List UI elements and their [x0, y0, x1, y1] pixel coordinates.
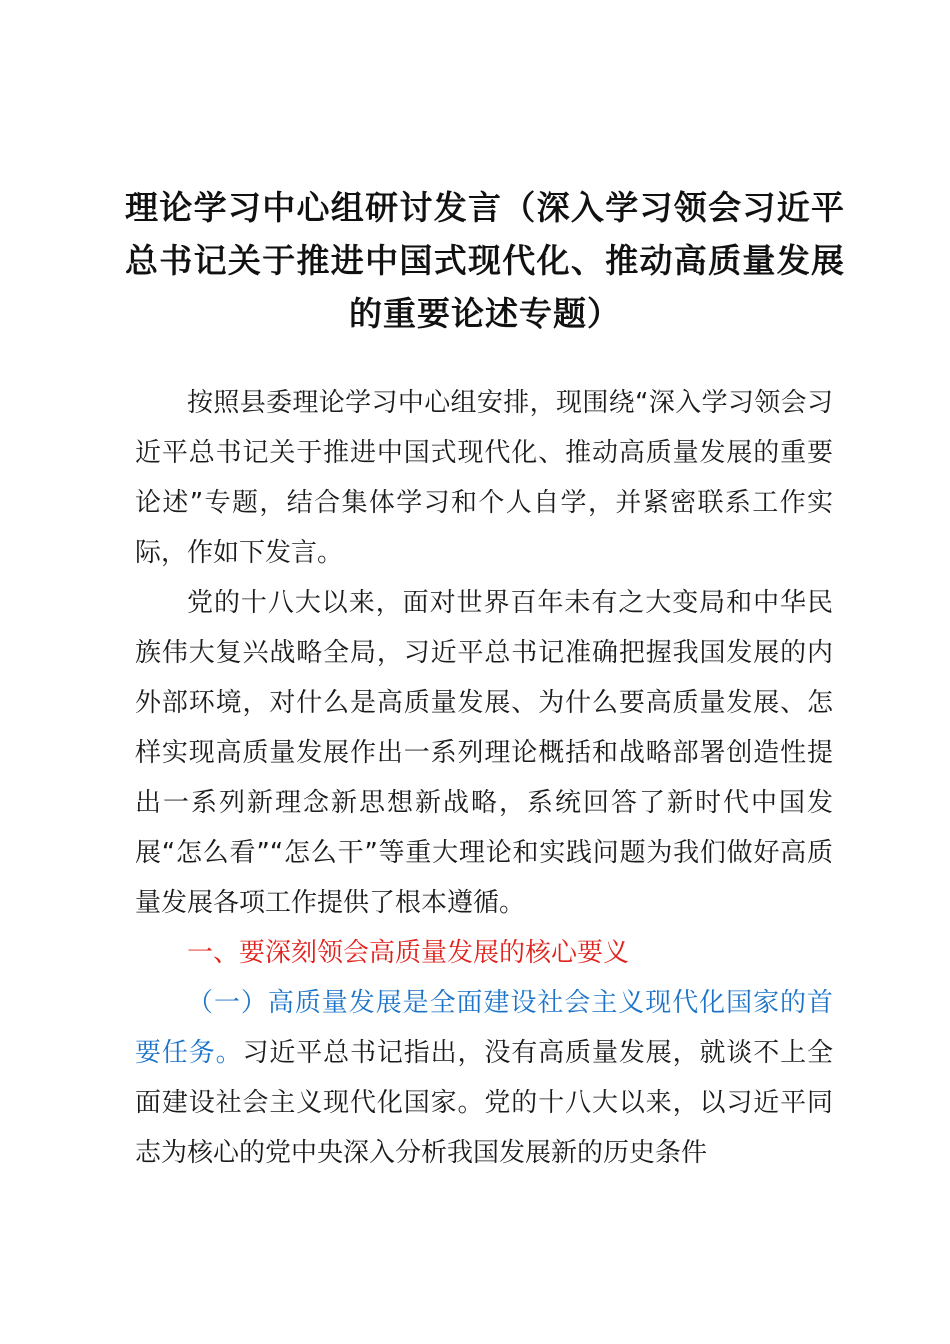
subsection-text: 习近平总书记指出，没有高质量发展，就谈不上全面建设社会主义现代化国家。党的十八大以来，以习近平同志为核心的党中央深入分析我国发展新的历史条件: [135, 1038, 833, 1168]
section-heading: 一、要深刻领会高质量发展的核心要义: [187, 938, 630, 968]
document-body: [135, 378, 833, 1178]
subsection-paragraph: [135, 978, 833, 1178]
document-title: 理论学习中心组研讨发言（深入学习领会习近平总书记关于推进中国式现代化、推动高质量发展的重要论述专题）: [125, 188, 845, 333]
subsection-heading: （一）高质量发展是全面建设社会主义现代化国家的首要任务。: [135, 988, 833, 1068]
background-paragraph: 党的十八大以来，面对世界百年未有之大变局和中华民族伟大复兴战略全局，习近平总书记准确把握我国发展的内外部环境，对什么是高质量发展、为什么要高质量发展、怎样实现高质量发展作出一系列理论概括和战略部署创造性提出一系列新理念新思想新战略，系统回答了新时代中国发展“怎么看”“怎么干”等重大理论和实践问题为我们做好高质量发展各项工作提供了根本遵循。: [135, 588, 833, 918]
intro-paragraph: 按照县委理论学习中心组安排，现围绕“深入学习领会习近平总书记关于推进中国式现代化、推动高质量发展的重要论述”专题，结合集体学习和个人自学，并紧密联系工作实际，作如下发言。: [135, 388, 833, 568]
